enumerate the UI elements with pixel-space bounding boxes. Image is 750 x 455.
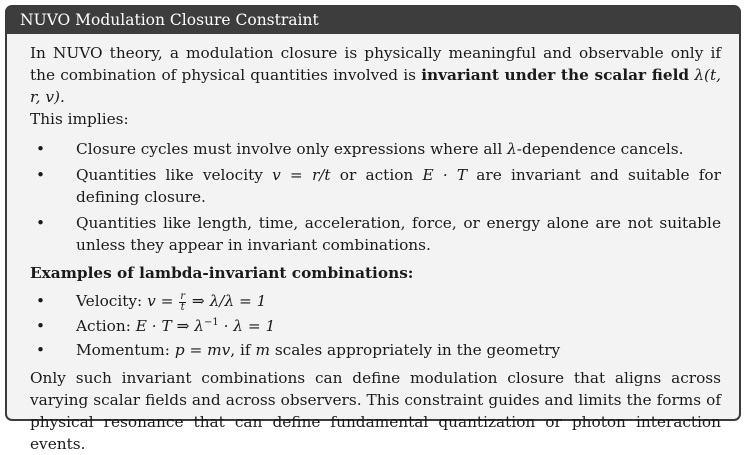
- action-lhs: E · T: [135, 316, 172, 335]
- outro-paragraph: Only such invariant combinations can define modulation closure that aligns across varying scalar fields and across observers. This constraint guides and limits the forms of physical resonance that can define fundamental quantization or photon interaction events.: [30, 368, 721, 453]
- fraction-numerator: r: [180, 290, 186, 302]
- bullet-icon: •: [36, 166, 46, 184]
- list-item: [30, 164, 721, 208]
- equals-sign: =: [155, 292, 179, 310]
- velocity-formula: v = r/t: [272, 166, 331, 184]
- box-title: NUVO Modulation Closure Constraint: [7, 7, 739, 34]
- constraint-box: [5, 5, 741, 453]
- intro-paragraph: [30, 42, 721, 130]
- bullet-icon: •: [36, 340, 46, 359]
- intro-bold: invariant under the scalar field: [421, 66, 690, 84]
- list-item: [30, 339, 721, 361]
- bullet-text: -dependence cancels.: [516, 140, 684, 158]
- list-item: [30, 290, 721, 313]
- momentum-formula: p = mv: [174, 340, 231, 359]
- box-content: [7, 34, 739, 455]
- fraction-denominator: t: [180, 301, 185, 313]
- action-exponent: −1: [203, 316, 219, 328]
- intro-lambda: λ: [694, 66, 705, 84]
- example-text: , if: [230, 340, 256, 359]
- bullet-icon: •: [36, 316, 46, 335]
- bullet-text: Closure cycles must involve only expressions where all: [76, 140, 508, 158]
- bullet-text: are invariant and suitable for defining closure.: [76, 166, 721, 206]
- example-label: Momentum:: [76, 340, 175, 359]
- examples-list: [30, 290, 721, 361]
- example-label: Velocity:: [76, 292, 148, 310]
- lambda-symbol: λ: [507, 140, 517, 158]
- velocity-symbol: v: [147, 292, 156, 310]
- examples-heading: Examples of lambda-invariant combinations:: [30, 264, 414, 282]
- action-formula: E · T: [422, 166, 468, 184]
- intro-args: (t, r, v).: [30, 66, 721, 106]
- bullet-text: Quantities like length, time, acceleration, force, or energy alone are not suitable unless they appear in invariant combinations.: [76, 214, 721, 254]
- velocity-fraction: [179, 292, 186, 313]
- bullet-icon: •: [36, 214, 46, 232]
- action-arrow: ⇒ λ: [171, 316, 204, 335]
- intro-text: In NUVO theory, a modulation closure is physically meaningful and observable only if the combination of physical quantities involved is: [30, 44, 721, 84]
- bullet-icon: •: [36, 140, 46, 158]
- bullet-icon: •: [36, 292, 46, 310]
- list-item: [30, 212, 721, 256]
- example-label: Action:: [76, 316, 136, 335]
- mass-symbol: m: [255, 340, 270, 359]
- intro-implies: This implies:: [30, 110, 129, 128]
- action-result: · λ = 1: [218, 316, 276, 335]
- implications-list: [30, 138, 721, 256]
- bullet-text: Quantities like velocity: [76, 166, 273, 184]
- bullet-text: or action: [330, 166, 423, 184]
- velocity-result: ⇒ λ/λ = 1: [187, 292, 267, 310]
- example-text: scales appropriately in the geometry: [269, 340, 561, 359]
- list-item: [30, 138, 721, 160]
- list-item: [30, 315, 721, 337]
